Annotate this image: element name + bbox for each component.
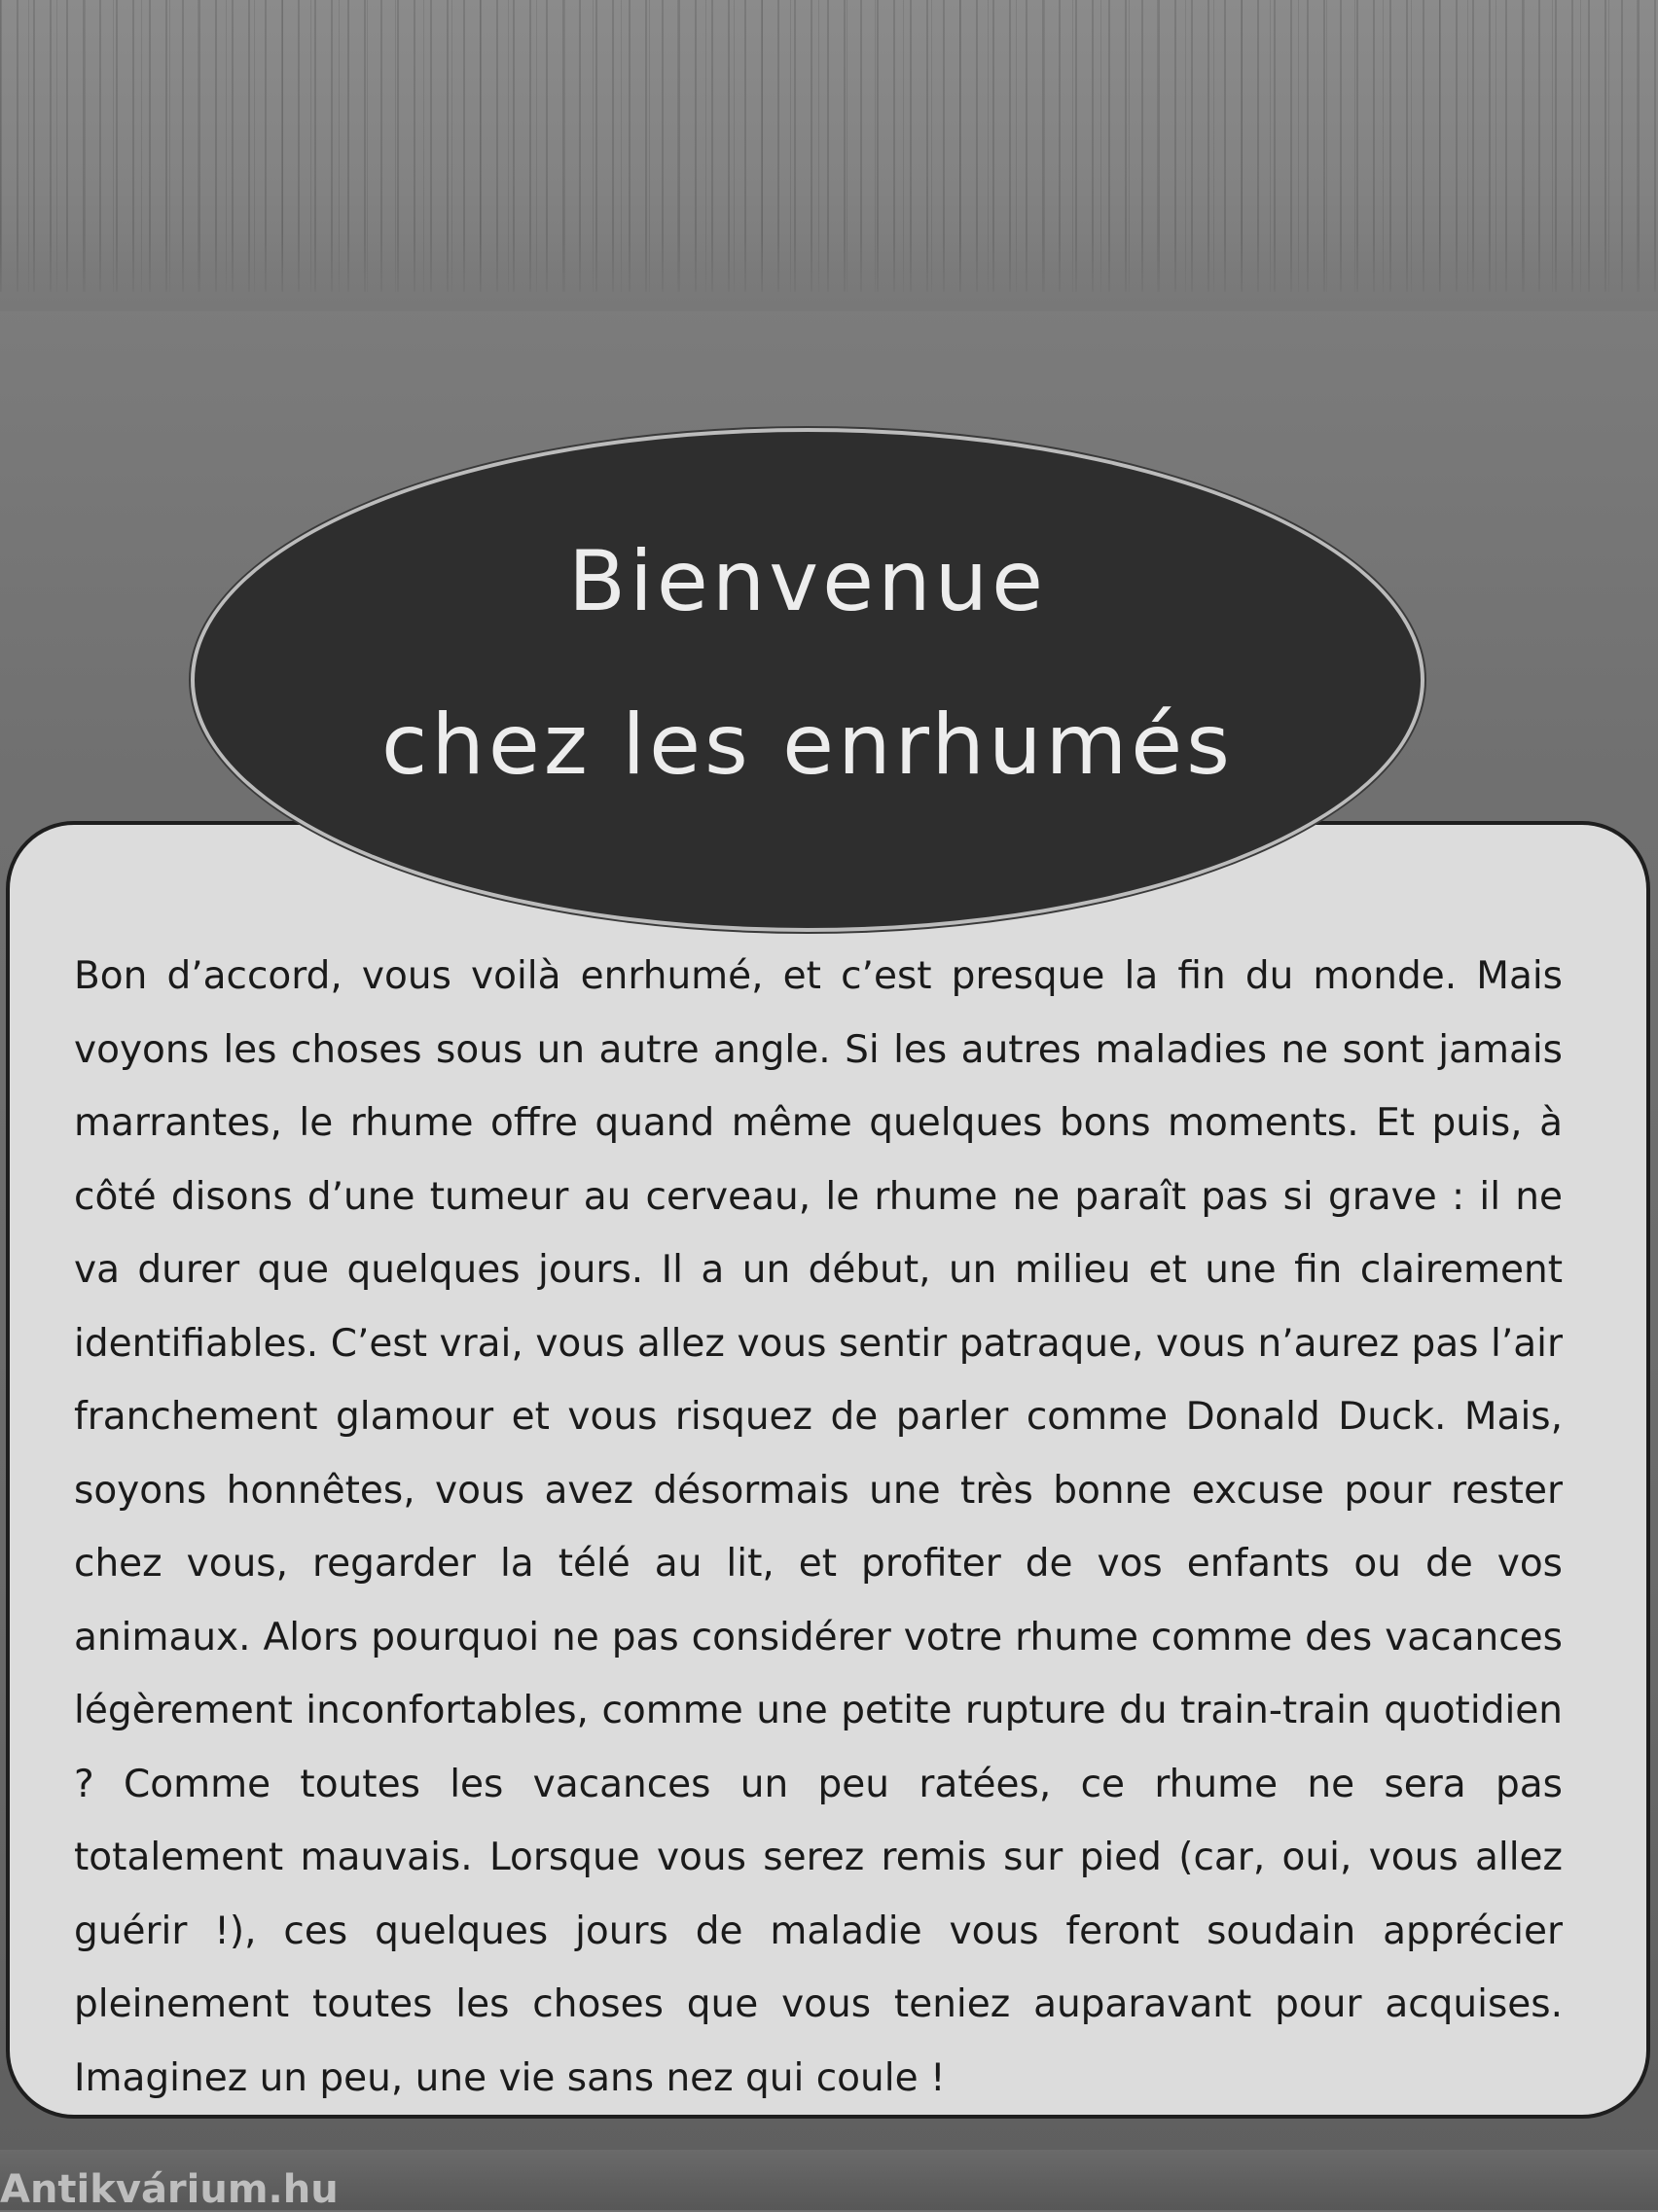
watermark-text: Antikvárium.hu [0,2167,339,2212]
header-texture-fade [0,233,1658,311]
title-line-1: Bienvenue [567,533,1048,630]
body-paragraph: Bon d’accord, vous voilà enrhumé, et c’est presque la fin du monde. Mais voyons les choses sous un autre angle. Si les autres maladies ne sont jamais marrantes, le rhume offre quand même quelques bons moments. Et puis, à côté disons d’une tumeur au cerveau, le rhume ne paraît pas si grave : il ne va durer que quelques jours. Il a un début, un milieu et une fin clairement identifiables. C’est vrai, vous allez vous sentir patraque, vous n’aurez pas l’air franchement glamour et vous risquez de parler comme Donald Duck. Mais, soyons honnêtes, vous avez désormais une très bonne excuse pour rester chez vous, regarder la télé au lit, et profiter de vos enfants ou de vos animaux. Alors pourquoi ne pas considérer votre rhume comme des vacances légèrement inconfortables, comme une petite rupture du train-train quotidien ? Comme toutes les vacances un peu ratées, ce rhume ne sera pas totalement mauvais. Lorsque vous serez remis sur pied (car, oui, vous allez guérir !), ces quelques jours de maladie vous feront soudain apprécier pleinement toutes les choses que vous teniez auparavant pour acquises. Imaginez un peu, une vie sans nez qui coule ! [74,954,1563,2100]
title-line-2: chez les enrhumés [381,696,1234,794]
title-oval [191,428,1424,932]
